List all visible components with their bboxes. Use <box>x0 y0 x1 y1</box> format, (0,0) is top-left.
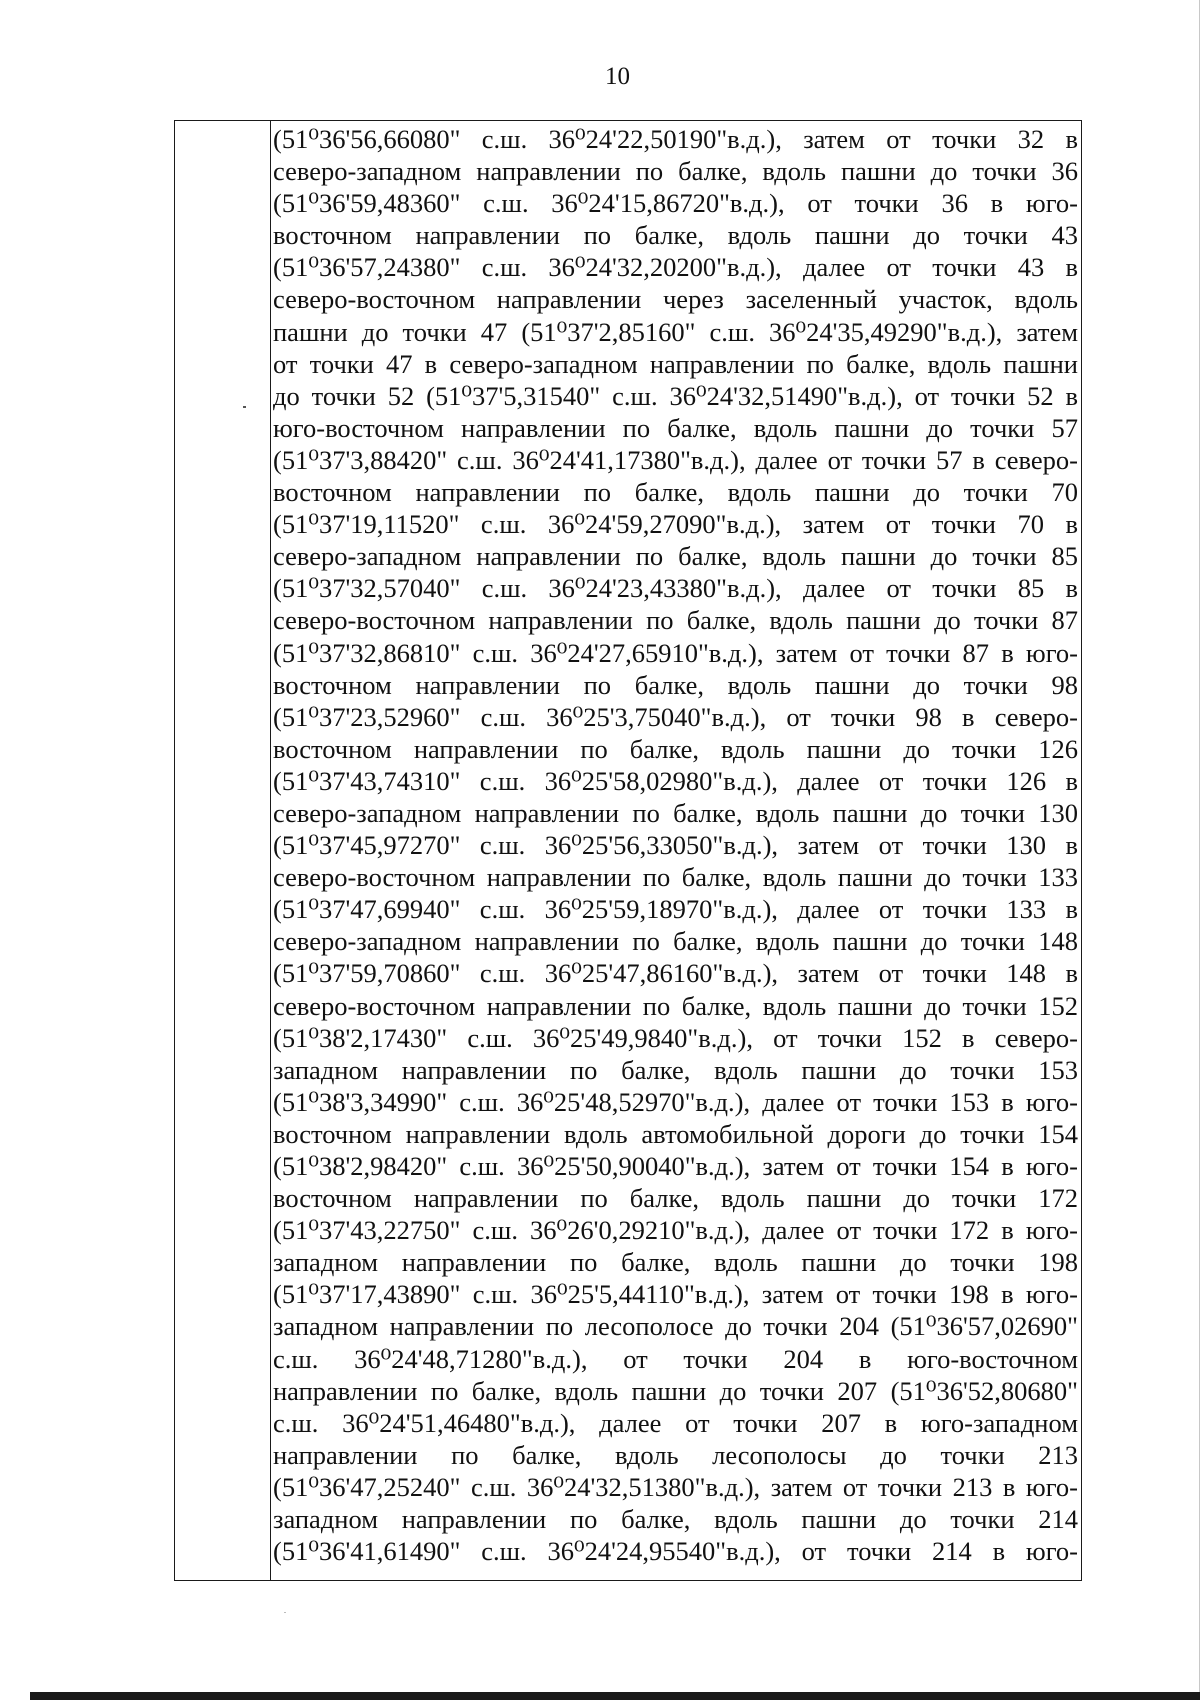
text-line: (51⁰37'59,70860" с.ш. 36⁰25'47,86160"в.д.), затем от точки 148 в <box>273 958 1078 989</box>
text-line: северо-западном направлении по балке, вдоль пашни до точки 85 <box>273 541 1078 572</box>
page-edge-bottom-gap <box>0 1692 30 1700</box>
text-line: (51⁰38'3,34990" с.ш. 36⁰25'48,52970"в.д.), далее от точки 153 в юго- <box>273 1086 1078 1117</box>
table-text-cell <box>273 121 1078 1567</box>
scan-mark <box>243 406 246 408</box>
text-line: северо-западном направлении по балке, вдоль пашни до точки 148 <box>273 926 1078 957</box>
text-line: западном направлении по балке, вдоль пашни до точки 153 <box>273 1054 1078 1085</box>
text-line: западном направлении по балке, вдоль пашни до точки 198 <box>273 1247 1078 1278</box>
text-line: юго-восточном направлении по балке, вдоль пашни до точки 57 <box>273 412 1078 443</box>
page-number: 10 <box>605 63 630 90</box>
text-line: (51⁰36'57,24380" с.ш. 36⁰24'32,20200"в.д.), далее от точки 43 в <box>273 252 1078 283</box>
text-line: северо-западном направлении по балке, вдоль пашни до точки 36 <box>273 156 1078 187</box>
text-line: (51⁰37'17,43890" с.ш. 36⁰25'5,44110"в.д.), затем от точки 198 в юго- <box>273 1279 1078 1310</box>
text-line: восточном направлении вдоль автомобильной дороги до точки 154 <box>273 1118 1078 1149</box>
text-line: восточном направлении по балке, вдоль пашни до точки 98 <box>273 669 1078 700</box>
text-line: западном направлении по лесополосе до точки 204 (51⁰36'57,02690" <box>273 1311 1078 1342</box>
text-line: северо-восточном направлении по балке, вдоль пашни до точки 133 <box>273 862 1078 893</box>
text-line: (51⁰36'59,48360" с.ш. 36⁰24'15,86720"в.д.), от точки 36 в юго- <box>273 188 1078 219</box>
text-line: (51⁰37'32,57040" с.ш. 36⁰24'23,43380"в.д.), далее от точки 85 в <box>273 573 1078 604</box>
text-line: восточном направлении по балке, вдоль пашни до точки 43 <box>273 220 1078 251</box>
scan-speck <box>284 1612 286 1613</box>
text-line: до точки 52 (51⁰37'5,31540" с.ш. 36⁰24'32,51490"в.д.), от точки 52 в <box>273 380 1078 411</box>
text-line: восточном направлении по балке, вдоль пашни до точки 172 <box>273 1183 1078 1214</box>
text-line: северо-восточном направлении по балке, вдоль пашни до точки 87 <box>273 605 1078 636</box>
boundary-table <box>174 120 1082 1581</box>
text-line: (51⁰38'2,98420" с.ш. 36⁰25'50,90040"в.д.), затем от точки 154 в юго- <box>273 1151 1078 1181</box>
text-line: восточном направлении по балке, вдоль пашни до точки 70 <box>273 477 1078 508</box>
text-line: (51⁰37'23,52960" с.ш. 36⁰25'3,75040"в.д.), от точки 98 в северо- <box>273 701 1078 732</box>
text-line: северо-восточном направлении по балке, вдоль пашни до точки 152 <box>273 990 1078 1021</box>
text-line: (51⁰38'2,17430" с.ш. 36⁰25'49,9840"в.д.), от точки 152 в северо- <box>273 1022 1078 1053</box>
page-edge-bottom <box>0 1692 1200 1700</box>
text-line: пашни до точки 47 (51⁰37'2,85160" с.ш. 36⁰24'35,49290"в.д.), затем <box>273 316 1078 347</box>
text-line: направлении по балке, вдоль пашни до точки 207 (51⁰36'52,80680" <box>273 1375 1078 1406</box>
text-line: (51⁰36'47,25240" с.ш. 36⁰24'32,51380"в.д.), затем от точки 213 в юго- <box>273 1471 1078 1502</box>
text-line: (51⁰37'32,86810" с.ш. 36⁰24'27,65910"в.д.), затем от точки 87 в юго- <box>273 637 1078 668</box>
text-line: (51⁰37'19,11520" с.ш. 36⁰24'59,27090"в.д.), затем от точки 70 в <box>273 509 1078 540</box>
text-line: от точки 47 в северо-западном направлении по балке, вдоль пашни <box>273 348 1078 379</box>
text-line: западном направлении по балке, вдоль пашни до точки 214 <box>273 1504 1078 1535</box>
text-line: (51⁰37'45,97270" с.ш. 36⁰25'56,33050"в.д.), затем от точки 130 в <box>273 830 1078 861</box>
table-left-cell <box>175 121 271 1580</box>
text-line: (51⁰36'56,66080" с.ш. 36⁰24'22,50190"в.д.), затем от точки 32 в <box>273 124 1078 154</box>
text-line: северо-западном направлении по балке, вдоль пашни до точки 130 <box>273 797 1078 828</box>
text-line: (51⁰37'43,74310" с.ш. 36⁰25'58,02980"в.д.), далее от точки 126 в <box>273 765 1078 796</box>
text-line: (51⁰37'3,88420" с.ш. 36⁰24'41,17380"в.д.), далее от точки 57 в северо- <box>273 444 1078 475</box>
text-line: северо-восточном направлении через заселенный участок, вдоль <box>273 284 1078 315</box>
text-line: с.ш. 36⁰24'48,71280"в.д.), от точки 204 в юго-восточном <box>273 1343 1078 1374</box>
text-line: (51⁰37'47,69940" с.ш. 36⁰25'59,18970"в.д.), далее от точки 133 в <box>273 894 1078 925</box>
text-line: восточном направлении по балке, вдоль пашни до точки 126 <box>273 733 1078 764</box>
text-line: (51⁰37'43,22750" с.ш. 36⁰26'0,29210"в.д.), далее от точки 172 в юго- <box>273 1215 1078 1246</box>
text-line: с.ш. 36⁰24'51,46480"в.д.), далее от точки 207 в юго-западном <box>273 1407 1078 1438</box>
text-line: направлении по балке, вдоль лесополосы до точки 213 <box>273 1439 1078 1470</box>
text-line: (51⁰36'41,61490" с.ш. 36⁰24'24,95540"в.д.), от точки 214 в юго- <box>273 1536 1078 1567</box>
